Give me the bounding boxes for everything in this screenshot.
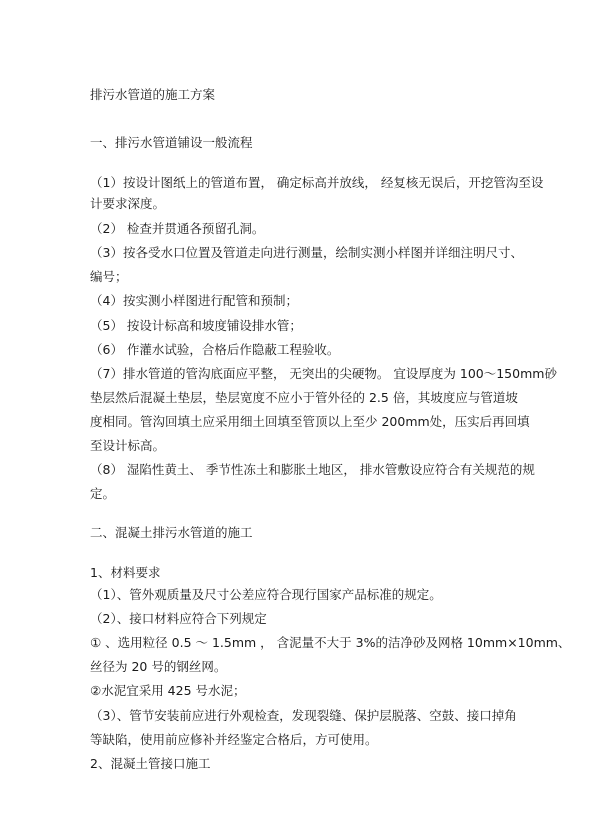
paragraph-line: （3）、管节安装前应进行外观检查，发现裂缝、保护层脱落、空鼓、接口掉角	[90, 708, 517, 723]
section-heading: 一、排污水管道铺设一般流程	[90, 135, 253, 150]
paragraph-line: （7）排水管道的管沟底面应平整， 无突出的尖硬物。 宜设厚度为 100～150mm砂	[90, 366, 557, 381]
section-heading: 二、混凝土排污水管道的施工	[90, 525, 253, 540]
paragraph-line: 1、材料要求	[90, 565, 161, 580]
paragraph-line: （4）按实测小样图进行配管和预制；	[90, 293, 298, 308]
paragraph-line: （1）按设计图纸上的管道布置， 确定标高并放线， 经复核无误后，开挖管沟至设	[90, 175, 544, 190]
paragraph-line: 等缺陷，使用前应修补并经鉴定合格后，方可使用。	[90, 732, 378, 747]
paragraph-line: 2、混凝土管接口施工	[90, 756, 211, 771]
paragraph-line: （3）按各受水口位置及管道走向进行测量，绘制实测小样图并详细注明尺寸、	[90, 245, 523, 260]
paragraph-line: （6） 作灌水试验，合格后作隐蔽工程验收。	[90, 342, 340, 357]
paragraph-line: （8） 湿陷性黄土、 季节性冻土和膨胀土地区， 排水管敷设应符合有关规范的规	[90, 462, 535, 477]
paragraph-line: （2） 检查并贯通各预留孔洞。	[90, 221, 265, 236]
document-title: 排污水管道的施工方案	[90, 87, 216, 102]
paragraph-line: 垫层然后混凝土垫层，垫层宽度不应小于管外径的 2.5 倍，其坡度应与管道坡	[90, 390, 518, 405]
paragraph-line: 计要求深度。	[90, 196, 166, 211]
paragraph-line: （5） 按设计标高和坡度铺设排水管；	[90, 318, 302, 333]
paragraph-line: 度相同。管沟回填土应采用细土回填至管顶以上至少 200mm处，压实后再回填	[90, 414, 530, 429]
paragraph-line: 至设计标高。	[90, 438, 166, 453]
paragraph-line: 定。	[90, 486, 116, 501]
paragraph-line: ① 、选用粒径 0.5 ～ 1.5mm ， 含泥量不大于 3%的洁净砂及网格 10mm×10mm、	[90, 635, 571, 650]
paragraph-line: （1）、管外观质量及尺寸公差应符合现行国家产品标准的规定。	[90, 587, 442, 602]
paragraph-line: （2）、接口材料应符合下列规定	[90, 611, 267, 626]
paragraph-line: 丝径为 20 号的钢丝网。	[90, 659, 227, 674]
paragraph-line: ②水泥宜采用 425 号水泥；	[90, 683, 246, 698]
paragraph-line: 编号；	[90, 269, 128, 284]
